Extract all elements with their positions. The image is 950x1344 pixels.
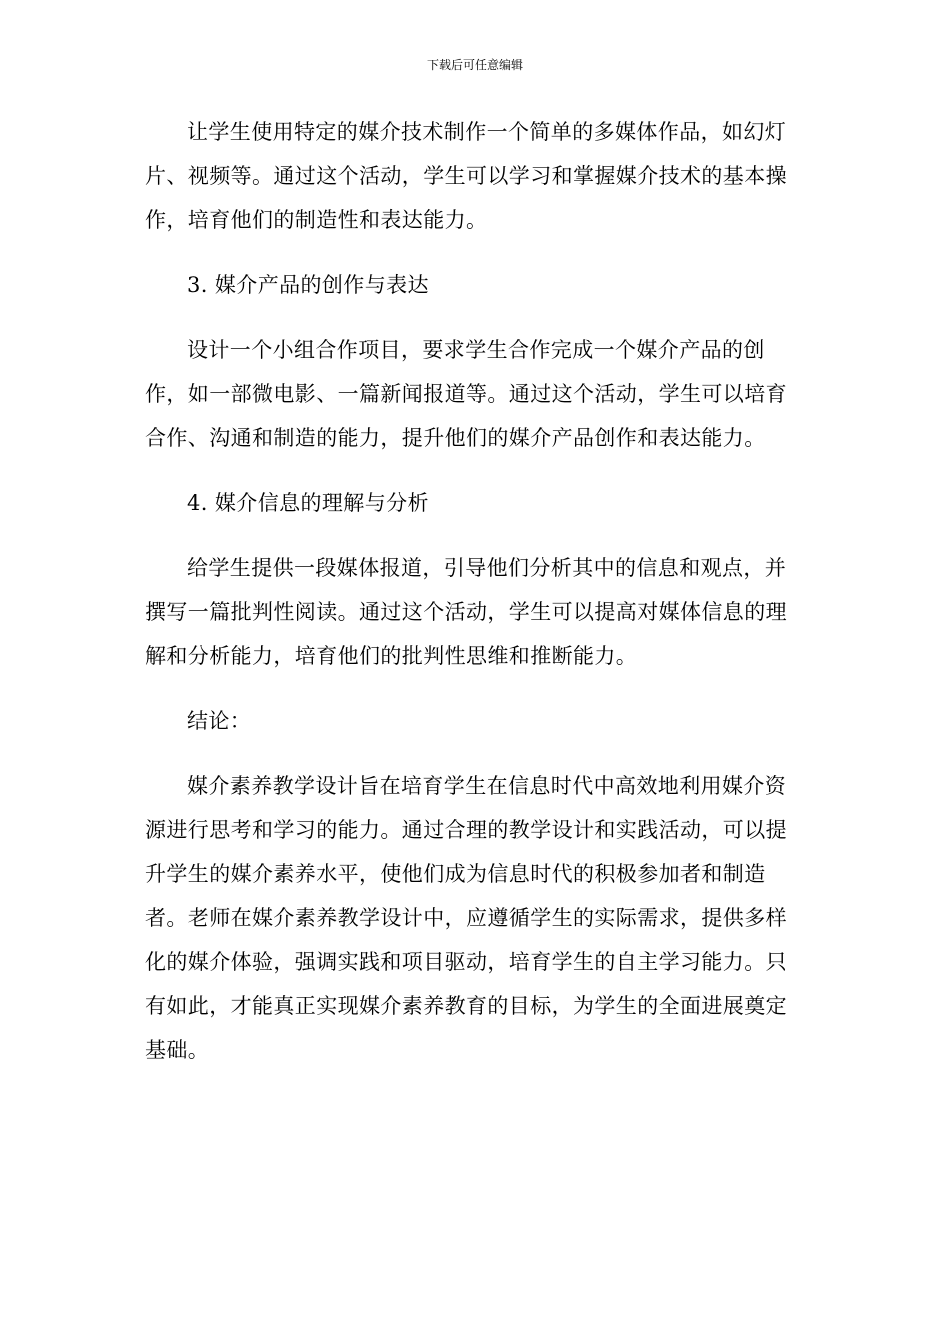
section-heading-media-creation: 3. 媒介产品的创作与表达 [187, 273, 429, 297]
paragraph-conclusion: 媒介素养教学设计旨在培育学生在信息时代中高效地利用媒介资源进行思考和学习的能力。通过合理的教学设计和实践活动，可以提升学生的媒介素养水平，使他们成为信息时代的积极参加者和制造者。老师在媒介素养教学设计中，应遵循学生的实际需求，提供多样化的媒介体验，强调实践和项目驱动，培育学生的自主学习能力。只有如此，才能真正实现媒介素养教育的目标，为学生的全面进展奠定基础。 [145, 774, 787, 1062]
paragraph-group-project: 设计一个小组合作项目，要求学生合作完成一个媒介产品的创作，如一部微电影、一篇新闻报道等。通过这个活动，学生可以培育合作、沟通和制造的能力，提升他们的媒介产品创作和表达能力。 [145, 338, 787, 450]
page-header: 下载后可任意编辑 [426, 58, 523, 72]
document-body [145, 110, 803, 1093]
paragraph-media-report: 给学生提供一段媒体报道，引导他们分析其中的信息和观点，并撰写一篇批判性阅读。通过这个活动，学生可以提高对媒体信息的理解和分析能力，培育他们的批判性思维和推断能力。 [145, 556, 787, 668]
paragraph-multimedia-activity: 让学生使用特定的媒介技术制作一个简单的多媒体作品，如幻灯片、视频等。通过这个活动，学生可以学习和掌握媒介技术的基本操作，培育他们的制造性和表达能力。 [145, 120, 787, 232]
section-heading-media-analysis: 4. 媒介信息的理解与分析 [187, 491, 429, 515]
section-heading-conclusion: 结论： [187, 709, 252, 733]
